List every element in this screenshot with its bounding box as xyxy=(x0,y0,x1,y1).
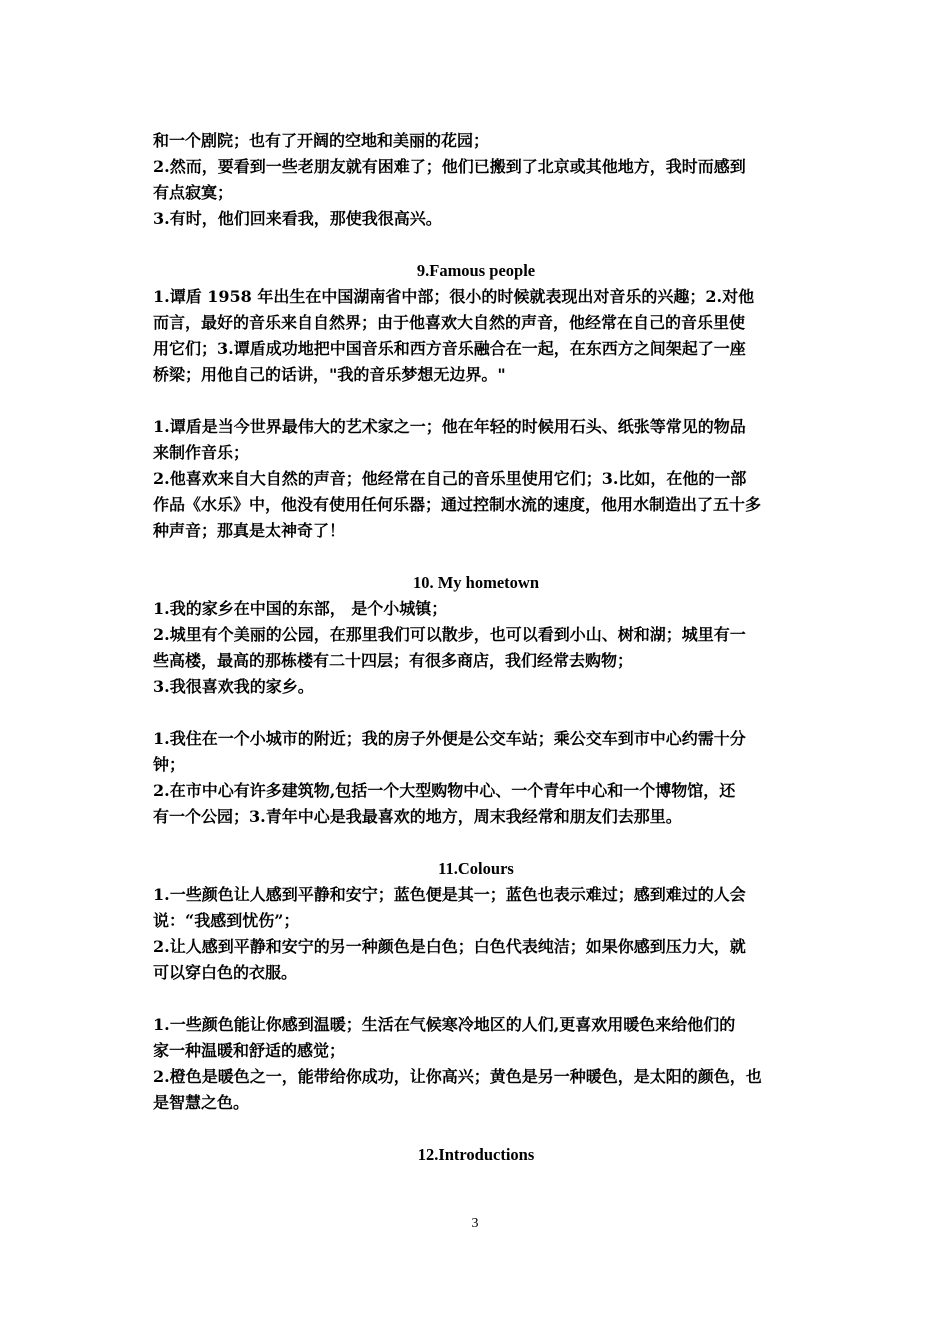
section-heading-colours: 11.Colours xyxy=(438,859,514,878)
section-heading-hometown: 10. My hometown xyxy=(412,573,540,592)
spacer xyxy=(153,232,799,258)
colours-paragraph-1: 1.一些颜色让人感到平静和安宁；蓝色便是其一；蓝色也表示难过；感到难过的人会 说：“我感到忧伤”； 2.让人感到平静和安宁的另一种颜色是白色；白色代表纯洁；如果你感到压力大，就 可以穿白色的衣服。 xyxy=(153,885,746,982)
page-content xyxy=(153,128,799,1168)
hometown-paragraph-2: 1.我住在一个小城市的附近；我的房子外便是公交车站；乘公交车到市中心约需十分 钟； 2.在市中心有许多建筑物,包括一个大型购物中心、一个青年中心和一个博物馆，还 有一个公园；3.青年中心是我最喜欢的地方，周末我经常和朋友们去那里。 xyxy=(153,729,746,826)
spacer xyxy=(153,830,799,856)
section-heading-introductions: 12.Introductions xyxy=(417,1145,535,1164)
famous-people-paragraph-2: 1.谭盾是当今世界最伟大的艺术家之一；他在年轻的时候用石头、纸张等常见的物品 来制作音乐； 2.他喜欢来自大自然的声音；他经常在自己的音乐里使用它们；3.比如，在他的一部 作品《水乐》中，他没有使用任何乐器；通过控制水流的速度，他用水制造出了五十多 种声音；那真是太神奇了！ xyxy=(153,417,762,540)
hometown-paragraph-1: 1.我的家乡在中国的东部， 是个小城镇； 2.城里有个美丽的公园，在那里我们可以散步，也可以看到小山、树和湖；城里有一 些高楼，最高的那栋楼有二十四层；有很多商店，我们经常去购物； 3.我很喜欢我的家乡。 xyxy=(153,599,746,696)
spacer xyxy=(153,544,799,570)
spacer xyxy=(153,388,799,414)
famous-people-paragraph-1: 1.谭盾 1958 年出生在中国湖南省中部；很小的时候就表现出对音乐的兴趣；2.对他 而言，最好的音乐来自自然界；由于他喜欢大自然的声音，他经常在自己的音乐里使 用它们；3.谭盾成功地把中国音乐和西方音乐融合在一起，在东西方之间架起了一座 桥梁；用他自己的话讲，"我的音乐梦想无边界。" xyxy=(153,287,755,384)
section-heading-famous-people: 9.Famous people xyxy=(416,261,536,280)
page-number: 3 xyxy=(471,1216,479,1231)
colours-paragraph-2: 1.一些颜色能让你感到温暖；生活在气候寒冷地区的人们,更喜欢用暖色来给他们的 家一种温暖和舒适的感觉； 2.橙色是暖色之一，能带给你成功，让你高兴；黄色是另一种暖色，是太阳的颜色，也 是智慧之色。 xyxy=(153,1015,762,1112)
spacer xyxy=(153,1116,799,1142)
spacer xyxy=(153,700,799,726)
spacer xyxy=(153,986,799,1012)
continued-paragraph: 和一个剧院；也有了开阔的空地和美丽的花园； 2.然而，要看到一些老朋友就有困难了；他们已搬到了北京或其他地方，我时而感到 有点寂寞； 3.有时，他们回来看我，那使我很高兴。 xyxy=(153,131,746,228)
